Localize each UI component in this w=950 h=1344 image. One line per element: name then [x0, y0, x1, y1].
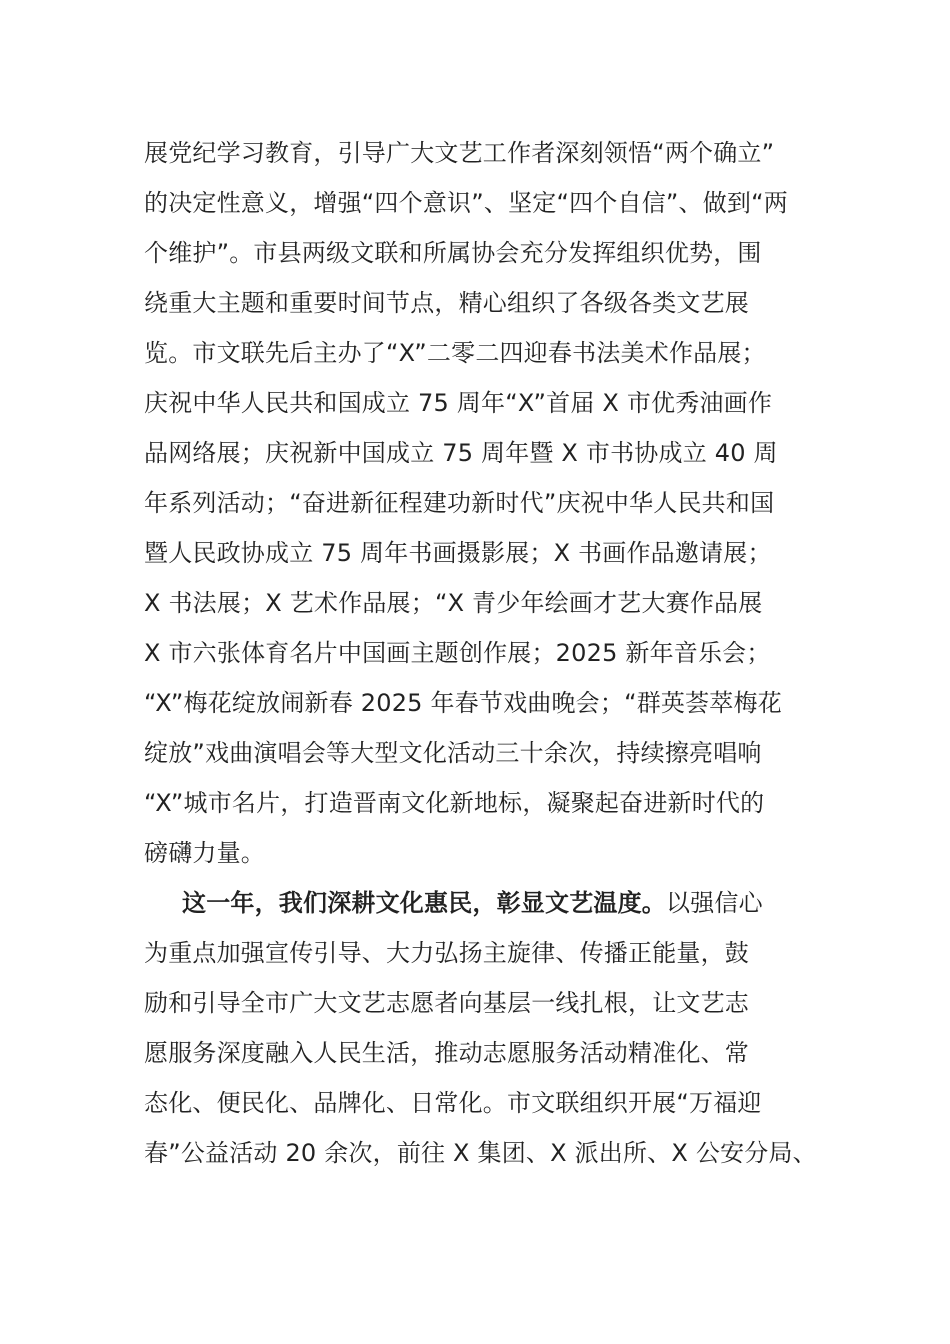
paragraph-2-line: 态化、便民化、品牌化、日常化。市文联组织开展“万福迎	[144, 1089, 762, 1117]
paragraph-2-lead-bold: 这一年，我们深耕文化惠民，彰显文艺温度。	[182, 889, 666, 917]
paragraph-1-line: 的决定性意义，增强“四个意识”、坚定“四个自信”、做到“两	[144, 189, 788, 217]
paragraph-2-line: 为重点加强宣传引导、大力弘扬主旋律、传播正能量，鼓	[144, 939, 749, 967]
paragraph-1-line: 庆祝中华人民共和国成立 75 周年“X”首届 X 市优秀油画作	[144, 389, 773, 417]
paragraph-2-first-line	[144, 878, 844, 928]
paragraph-1-line: 览。市文联先后主办了“X”二零二四迎春书法美术作品展；	[144, 339, 766, 367]
paragraph-2-line: 愿服务深度融入人民生活，推动志愿服务活动精准化、常	[144, 1039, 749, 1067]
paragraph-1-line: “X”梅花绽放闹新春 2025 年春节戏曲晚会；“群英荟萃梅花	[144, 689, 782, 717]
paragraph-1-line: 个维护”。市县两级文联和所属协会充分发挥组织优势，围	[144, 239, 762, 267]
paragraph-2-line: 春”公益活动 20 余次，前往 X 集团、X 派出所、X 公安分局、	[144, 1139, 817, 1167]
paragraph-1-line: 磅礴力量。	[144, 839, 265, 867]
paragraph-1-line: 年系列活动；“奋进新征程建功新时代”庆祝中华人民共和国	[144, 489, 775, 517]
paragraph-1-line: “X”城市名片，打造晋南文化新地标，凝聚起奋进新时代的	[144, 789, 765, 817]
paragraph-1-line: 品网络展；庆祝新中国成立 75 周年暨 X 市书协成立 40 周	[144, 439, 778, 467]
paragraph-1-line: 绽放”戏曲演唱会等大型文化活动三十余次，持续擦亮唱响	[144, 739, 762, 767]
paragraph-1-line: 展党纪学习教育，引导广大文艺工作者深刻领悟“两个确立”	[144, 139, 775, 167]
document-body	[144, 128, 844, 1178]
paragraph-2-line: 励和引导全市广大文艺志愿者向基层一线扎根，让文艺志	[144, 989, 749, 1017]
paragraph-1-line: X 书法展；X 艺术作品展；“X 青少年绘画才艺大赛作品展	[144, 589, 763, 617]
paragraph-1-line: X 市六张体育名片中国画主题创作展；2025 新年音乐会；	[144, 639, 771, 667]
paragraph-1-line: 绕重大主题和重要时间节点，精心组织了各级各类文艺展	[144, 289, 749, 317]
paragraph-1-line: 暨人民政协成立 75 周年书画摄影展；X 书画作品邀请展；	[144, 539, 772, 567]
paragraph-2-lead-rest: 以强信心	[666, 889, 763, 917]
